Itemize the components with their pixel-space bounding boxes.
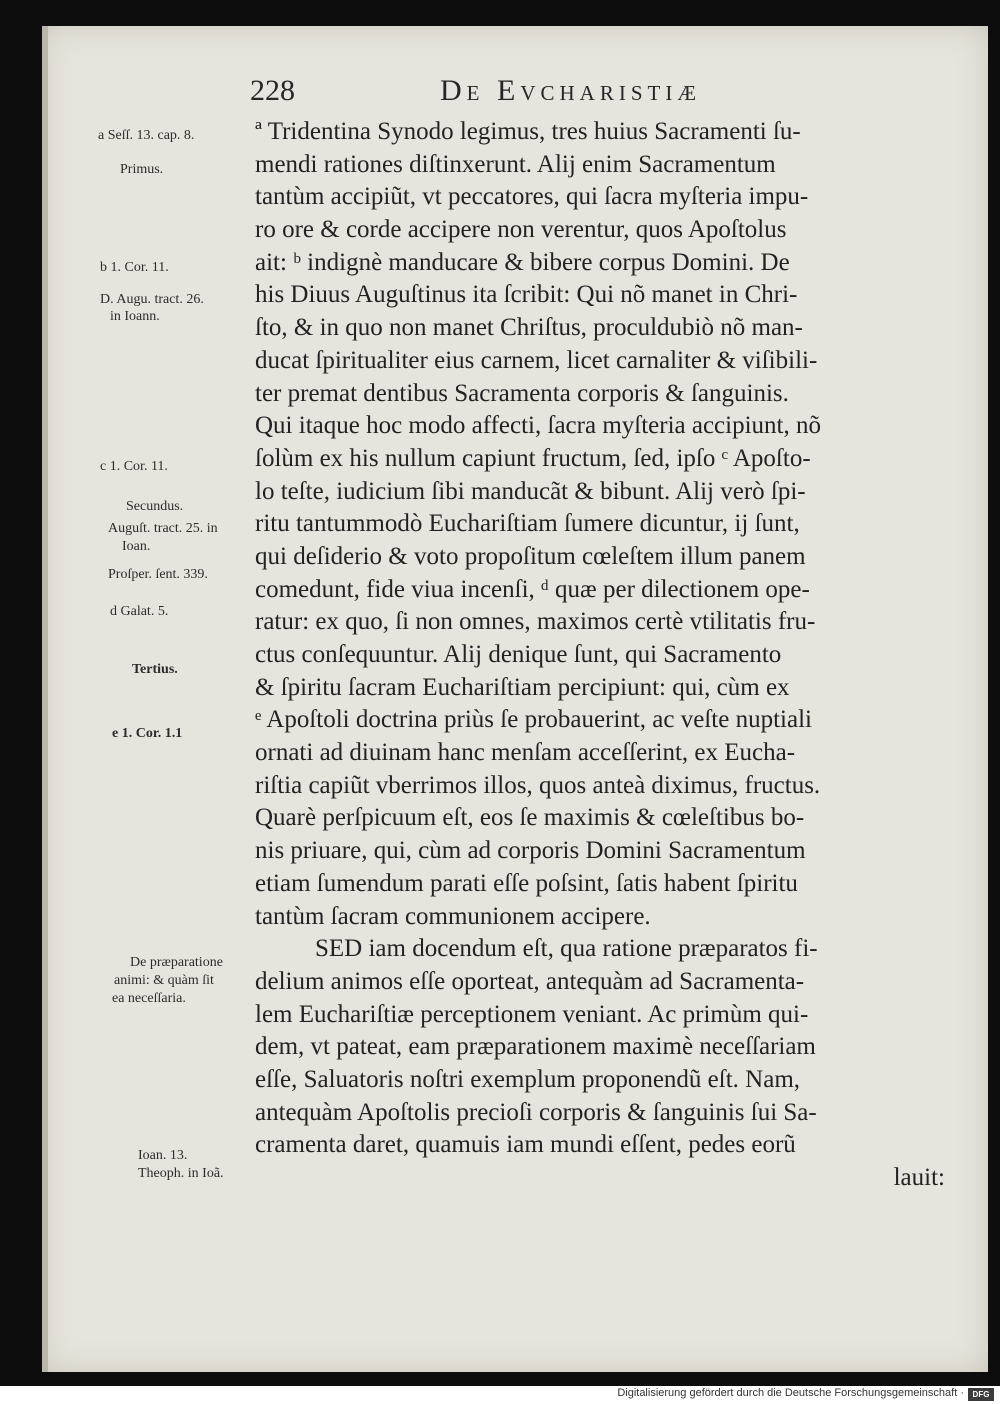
text-line: Qui itaque hoc modo affecti, ſacra myſteria accipiunt, nõ [255, 412, 821, 440]
margin-note: De præparatione [130, 955, 223, 970]
text-line: ducat ſpiritualiter eius carnem, licet carnaliter & viſibili- [255, 346, 818, 374]
text-line: mendi rationes diſtinxerunt. Alij enim Sacramentum [255, 150, 776, 178]
margin-note: animi: & quàm ſit [114, 973, 214, 988]
text-line: Quarè perſpicuum eſt, eos ſe maximis & cœleſtibus bo- [255, 804, 805, 832]
text-line: & ſpiritu ſacram Euchariſtiam percipiunt: qui, cùm ex [255, 673, 790, 701]
margin-note: Secundus. [126, 499, 184, 514]
text-line: lo teſte, iudicium ſibi manducãt & bibunt. Alij verò ſpi- [255, 477, 806, 505]
margin-note: in Ioann. [110, 309, 160, 324]
text-line: dem, vt pateat, eam præparationem maximè neceſſariam [255, 1033, 816, 1061]
text-line: lem Euchariſtiæ perceptionem veniant. Ac primùm qui- [255, 1000, 809, 1028]
text-line: ctus conſequuntur. Alij denique ſunt, qui Sacramento [255, 641, 782, 668]
text-line: qui deſiderio & voto propoſitum cœleſtem illum panem [255, 542, 806, 570]
text-line: ornati ad diuinam hanc menſam acceſſerint, ex Eucha- [255, 739, 796, 767]
text-line: ª Tridentina Synodo legimus, tres huius Sacramenti ſu- [255, 118, 801, 145]
margin-note: ea neceſſaria. [112, 991, 186, 1006]
text-line: tantùm accipiũt, vt peccatores, qui ſacra myſteria impu- [255, 183, 809, 211]
margin-note: b 1. Cor. 11. [100, 260, 169, 275]
margin-note: Auguſt. tract. 25. in [108, 521, 218, 536]
margin-note: Proſper. ſent. 339. [108, 567, 208, 582]
text-line: ᵉ Apoſtoli doctrina priùs ſe probauerint, ac veſte nuptiali [255, 706, 812, 734]
text-line: ritu tantummodò Euchariſtiam ſumere dicuntur, ij ſunt, [255, 510, 800, 538]
body-text [255, 116, 955, 1195]
running-title: De Evcharistiæ [440, 74, 701, 107]
margin-note: Primus. [120, 162, 164, 177]
text-line: delium animos eſſe oporteat, antequàm ad Sacramenta- [255, 967, 805, 995]
margin-note: d Galat. 5. [110, 604, 169, 619]
text-line: ter premat dentibus Sacramenta corporis & ſanguinis. [255, 379, 789, 407]
margin-note: Ioan. [122, 539, 151, 554]
text-line: comedunt, fide viua incenſi, ᵈ quæ per dilectionem ope- [255, 575, 810, 603]
text-line: antequàm Apoſtolis precioſi corporis & ſanguinis ſui Sa- [255, 1098, 817, 1126]
page-number: 228 [250, 74, 295, 107]
text-line: ait: ᵇ indignè manducare & bibere corpus Domini. De [255, 248, 790, 276]
text-line: tantùm ſacram communionem accipere. [255, 902, 651, 930]
text-line: SED iam docendum eſt, qua ratione præparatos fi- [315, 935, 818, 963]
text-line: nis priuare, qui, cùm ad corporis Domini Sacramentum [255, 837, 806, 865]
funding-credit: Digitalisierung gefördert durch die Deutsche Forschungsgemeinschaft · [617, 1387, 964, 1399]
dfg-logo-icon: DFG [968, 1388, 994, 1401]
page-edge [42, 26, 48, 1372]
text-line: etiam ſumendum parati eſſe poſsint, ſatis habent ſpiritu [255, 869, 798, 897]
text-line: his Diuus Auguſtinus ita ſcribit: Qui nõ manet in Chri- [255, 281, 798, 309]
text-line: ro ore & corde accipere non verentur, quos Apoſtolus [255, 216, 787, 244]
margin-note: Ioan. 13. [138, 1148, 188, 1163]
text-line: riſtia capiũt vberrimos illos, quos anteà diximus, fructus. [255, 771, 821, 799]
text-line: cramenta daret, quamuis iam mundi eſſent, pedes eorũ [255, 1131, 796, 1159]
text-line: ſto, & in quo non manet Chriſtus, proculdubiò nõ man- [255, 314, 803, 342]
text-line: eſſe, Saluatoris noſtri exemplum proponendũ eſt. Nam, [255, 1065, 801, 1093]
margin-note: c 1. Cor. 11. [100, 459, 168, 474]
margin-note: D. Augu. tract. 26. [100, 292, 204, 307]
margin-note: e 1. Cor. 1.1 [112, 726, 183, 741]
text-line: ſolùm ex his nullum capiunt fructum, ſed, ipſo ᶜ Apoſto- [255, 444, 811, 472]
margin-note: Theoph. in Ioã. [138, 1166, 224, 1181]
margin-note: Tertius. [132, 662, 178, 677]
text-line: lauit: [893, 1164, 945, 1191]
page-header [250, 74, 950, 114]
text-line: ratur: ex quo, ſi non omnes, maximos certè vtilitatis fru- [255, 608, 816, 636]
margin-note: a Seſſ. 13. cap. 8. [98, 128, 195, 143]
